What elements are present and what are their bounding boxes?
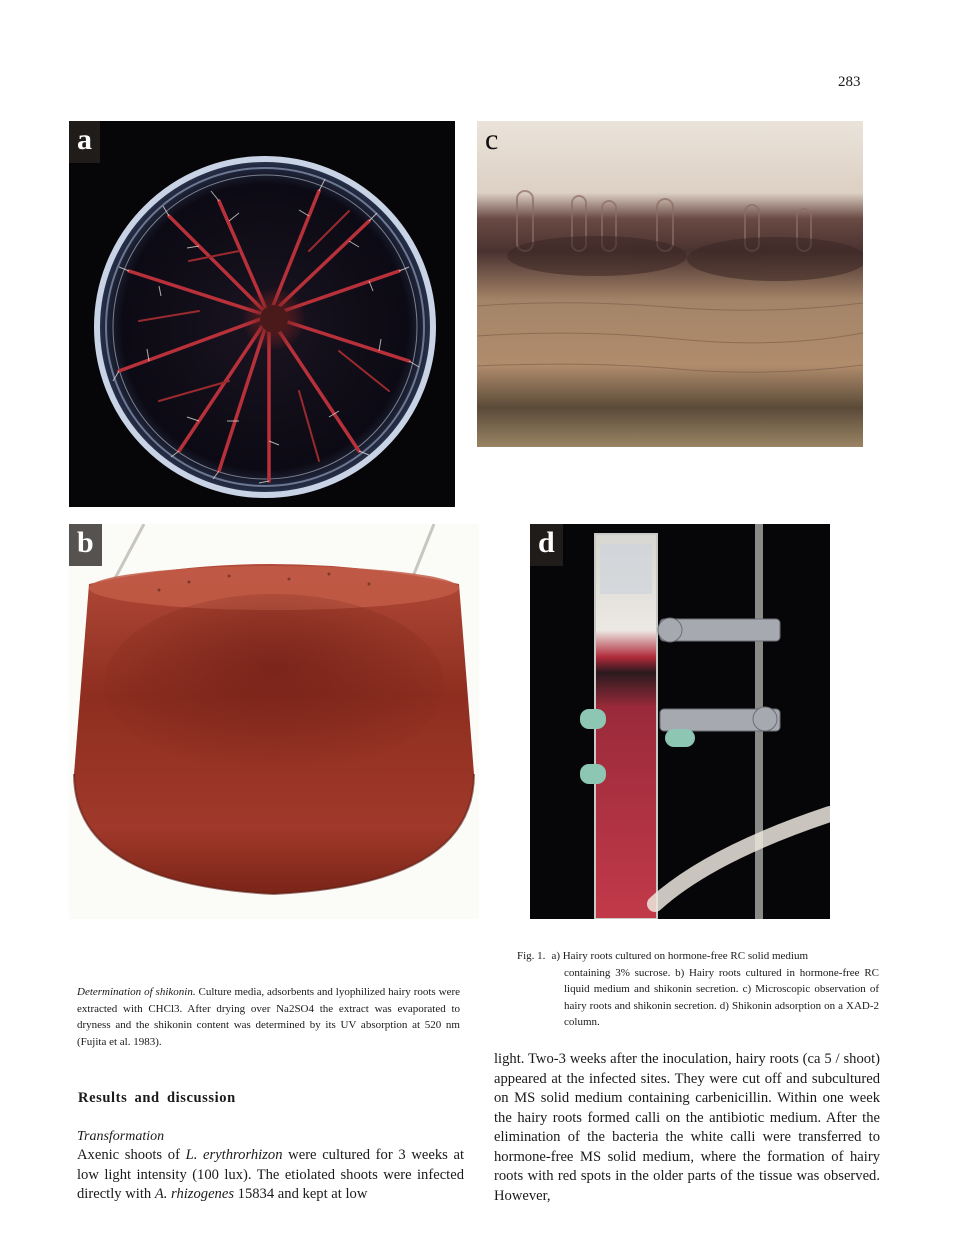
body-text-run: 15834 and kept at low bbox=[234, 1186, 368, 1202]
caption-continuation: containing 3% sucrose. b) Hairy roots cultured in hormone-free RC liquid medium and shikonin secretion. c) Microscopic observation of hairy roots and shikonin secretion. d) Shikonin adsorption on a XAD-2 column. bbox=[564, 966, 879, 1028]
caption-first-line: a) Hairy roots cultured on hormone-free RC solid medium bbox=[551, 950, 809, 962]
figure-panel-d bbox=[530, 524, 830, 919]
subsection-heading: Transformation bbox=[77, 1129, 165, 1144]
body-text-run: Axenic shoots of bbox=[77, 1147, 186, 1163]
methods-run-in-heading: Determination of shikonin. bbox=[77, 986, 196, 998]
figure-caption bbox=[517, 948, 879, 1031]
panel-label-b: b bbox=[69, 524, 102, 566]
methods-paragraph bbox=[77, 984, 460, 1050]
flask-red-medium-photo bbox=[69, 524, 479, 919]
section-heading: Results and discussion bbox=[78, 1090, 236, 1106]
panel-label-c: c bbox=[485, 123, 499, 156]
figure-panel-c bbox=[477, 121, 863, 447]
page-number: 283 bbox=[838, 74, 861, 90]
panel-label-d: d bbox=[530, 524, 563, 566]
figure-panel-b bbox=[69, 524, 479, 919]
figure-panel-a bbox=[69, 121, 455, 507]
species-name: A. rhizogenes bbox=[154, 1186, 235, 1202]
body-text-left-column bbox=[77, 1146, 464, 1205]
petri-dish-hairy-roots-photo bbox=[69, 121, 455, 507]
xad2-column-apparatus-photo bbox=[530, 524, 830, 919]
microscopy-root-hairs-photo bbox=[477, 121, 863, 447]
body-text-run: were cultured for 3 weeks at low light intensity (100 lux). The etiolated shoots were infected directly with bbox=[77, 1147, 465, 1202]
panel-label-a: a bbox=[69, 121, 100, 163]
body-text-right-column: light. Two-3 weeks after the inoculation, hairy roots (ca 5 / shoot) appeared at the infected sites. They were cut off and subcultured on MS solid medium containing carbenicillin. Within one week the hairy roots formed calli on the antibiotic medium. After the elimination of the bacteria the white calli were transferred to hormone-free MS solid medium, where the formation of hairy roots with red spots in the older parts of the tissue was observed. However, bbox=[494, 1051, 880, 1204]
methods-text: Culture media, adsorbents and lyophilized hairy roots were extracted with CHCl3. After drying over Na2SO4 the extract was evaporated to dryness and the shikonin content was determined by its UV absorption at 520 nm (Fujita et al. 1983). bbox=[77, 986, 461, 1048]
species-name: L. erythrorhizon bbox=[185, 1147, 283, 1163]
figure-reference: Fig. 1. bbox=[517, 950, 546, 962]
